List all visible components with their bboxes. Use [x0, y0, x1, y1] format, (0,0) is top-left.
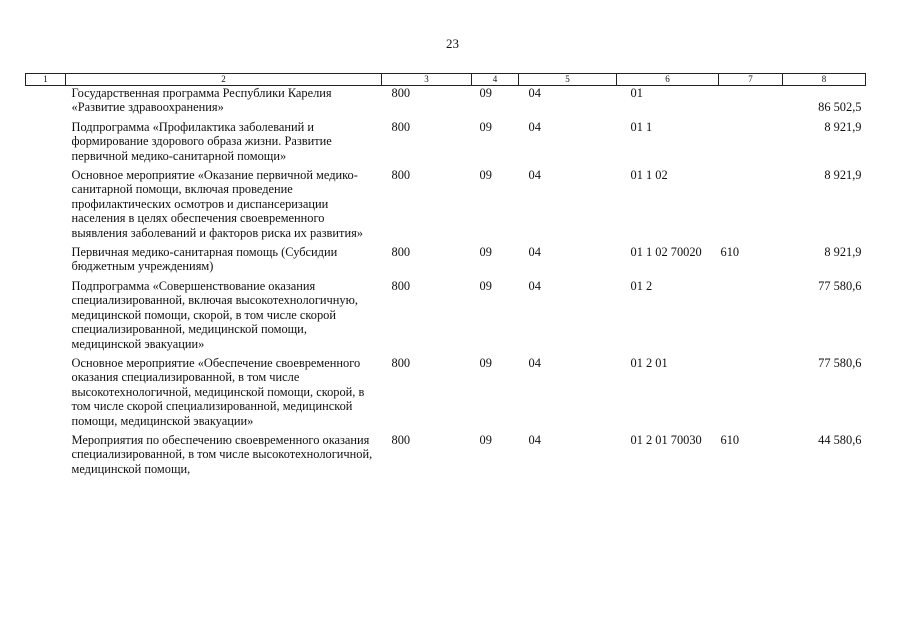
- row-ved: 800: [391, 245, 411, 260]
- row-ved: 800: [391, 355, 411, 370]
- row-amount: 86 502,5: [818, 100, 862, 114]
- row-rz: 09: [479, 245, 492, 260]
- budget-table: [25, 73, 866, 481]
- row-vr: 610: [720, 432, 740, 447]
- row-pr: 04: [528, 119, 541, 134]
- row-name: Основное мероприятие «Обеспечение своевременного оказания специализированной, в том числе высокотехнологичной, медицинской помощи, скорой, в том числе скорой специализированной, медицинской помощи, медицинской эвакуации»: [71, 355, 365, 428]
- table-row: [26, 86, 866, 120]
- row-csr: 01 1 02: [630, 168, 668, 183]
- row-pr: 04: [528, 245, 541, 260]
- row-name: Государственная программа Республики Карелия «Развитие здравоохранения»: [71, 86, 332, 115]
- row-csr: 01 2 01: [630, 355, 668, 370]
- row-name: Подпрограмма «Профилактика заболеваний и формирование здорового образа жизни. Развитие первичной медико-санитарной помощи»: [71, 119, 332, 163]
- row-rz: 09: [479, 432, 492, 447]
- row-vr: [719, 86, 783, 120]
- row-pr: 04: [528, 278, 541, 293]
- row-name: Подпрограмма «Совершенствование оказания специализированной, включая высокотехнологичную, медицинской помощи, скорой, в том числе скорой специализированной, медицинской помощи, медицинской эвакуации»: [71, 278, 358, 351]
- row-rz: 09: [479, 119, 492, 134]
- row-csr: 01 2 01 70030: [630, 432, 702, 447]
- row-vr: [719, 356, 783, 433]
- row-ved: 800: [391, 278, 411, 293]
- row-rz: 09: [479, 355, 492, 370]
- row-pr: 04: [528, 355, 541, 370]
- row-rz: 09: [479, 278, 492, 293]
- column-number-row: [26, 74, 866, 86]
- row-vr: [719, 168, 783, 245]
- row-amount: 8 921,9: [824, 119, 862, 134]
- row-amount: 8 921,9: [824, 168, 862, 183]
- table-row: [26, 120, 866, 168]
- row-vr: [719, 120, 783, 168]
- row-ved: 800: [391, 168, 411, 183]
- row-csr: 01 2: [630, 278, 653, 293]
- row-vr: [719, 279, 783, 356]
- row-ved: 800: [391, 119, 411, 134]
- row-rz: 09: [479, 86, 492, 100]
- column-number: 6: [617, 74, 719, 86]
- row-name: Мероприятия по обеспечению своевременного оказания специализированной, в том числе высокотехнологичной, медицинской помощи,: [71, 432, 373, 476]
- column-number: 7: [719, 74, 783, 86]
- row-pr: 04: [528, 432, 541, 447]
- page-number: 23: [446, 36, 459, 51]
- table-row: [26, 279, 866, 356]
- row-amount: 44 580,6: [818, 432, 862, 447]
- column-number: 4: [472, 74, 519, 86]
- table-row: [26, 356, 866, 433]
- table-row: [26, 168, 866, 245]
- row-ved: 800: [391, 432, 411, 447]
- column-number: 3: [382, 74, 472, 86]
- column-number: 1: [26, 74, 66, 86]
- column-number: 2: [66, 74, 382, 86]
- row-amount: 8 921,9: [824, 245, 862, 260]
- row-name: Основное мероприятие «Оказание первичной медико-санитарной помощи, включая проведение профилактических осмотров и диспансеризации населения в целях обеспечения своевременного выявления заболеваний и факторов риска их развития»: [71, 168, 363, 240]
- row-csr: 01 1: [630, 119, 653, 134]
- row-amount: 77 580,6: [818, 355, 862, 370]
- row-vr: 610: [720, 245, 740, 260]
- row-pr: 04: [528, 168, 541, 183]
- row-csr: 01 1 02 70020: [630, 245, 702, 260]
- column-number: 5: [519, 74, 617, 86]
- row-rz: 09: [479, 168, 492, 183]
- row-amount: 77 580,6: [818, 278, 862, 293]
- column-number: 8: [783, 74, 866, 86]
- row-pr: 04: [528, 86, 541, 100]
- row-name: Первичная медико-санитарная помощь (Субсидии бюджетным учреждениям): [71, 245, 338, 274]
- table-row: [26, 433, 866, 481]
- row-csr: 01: [630, 86, 643, 100]
- table-row: [26, 245, 866, 279]
- row-ved: 800: [391, 86, 411, 100]
